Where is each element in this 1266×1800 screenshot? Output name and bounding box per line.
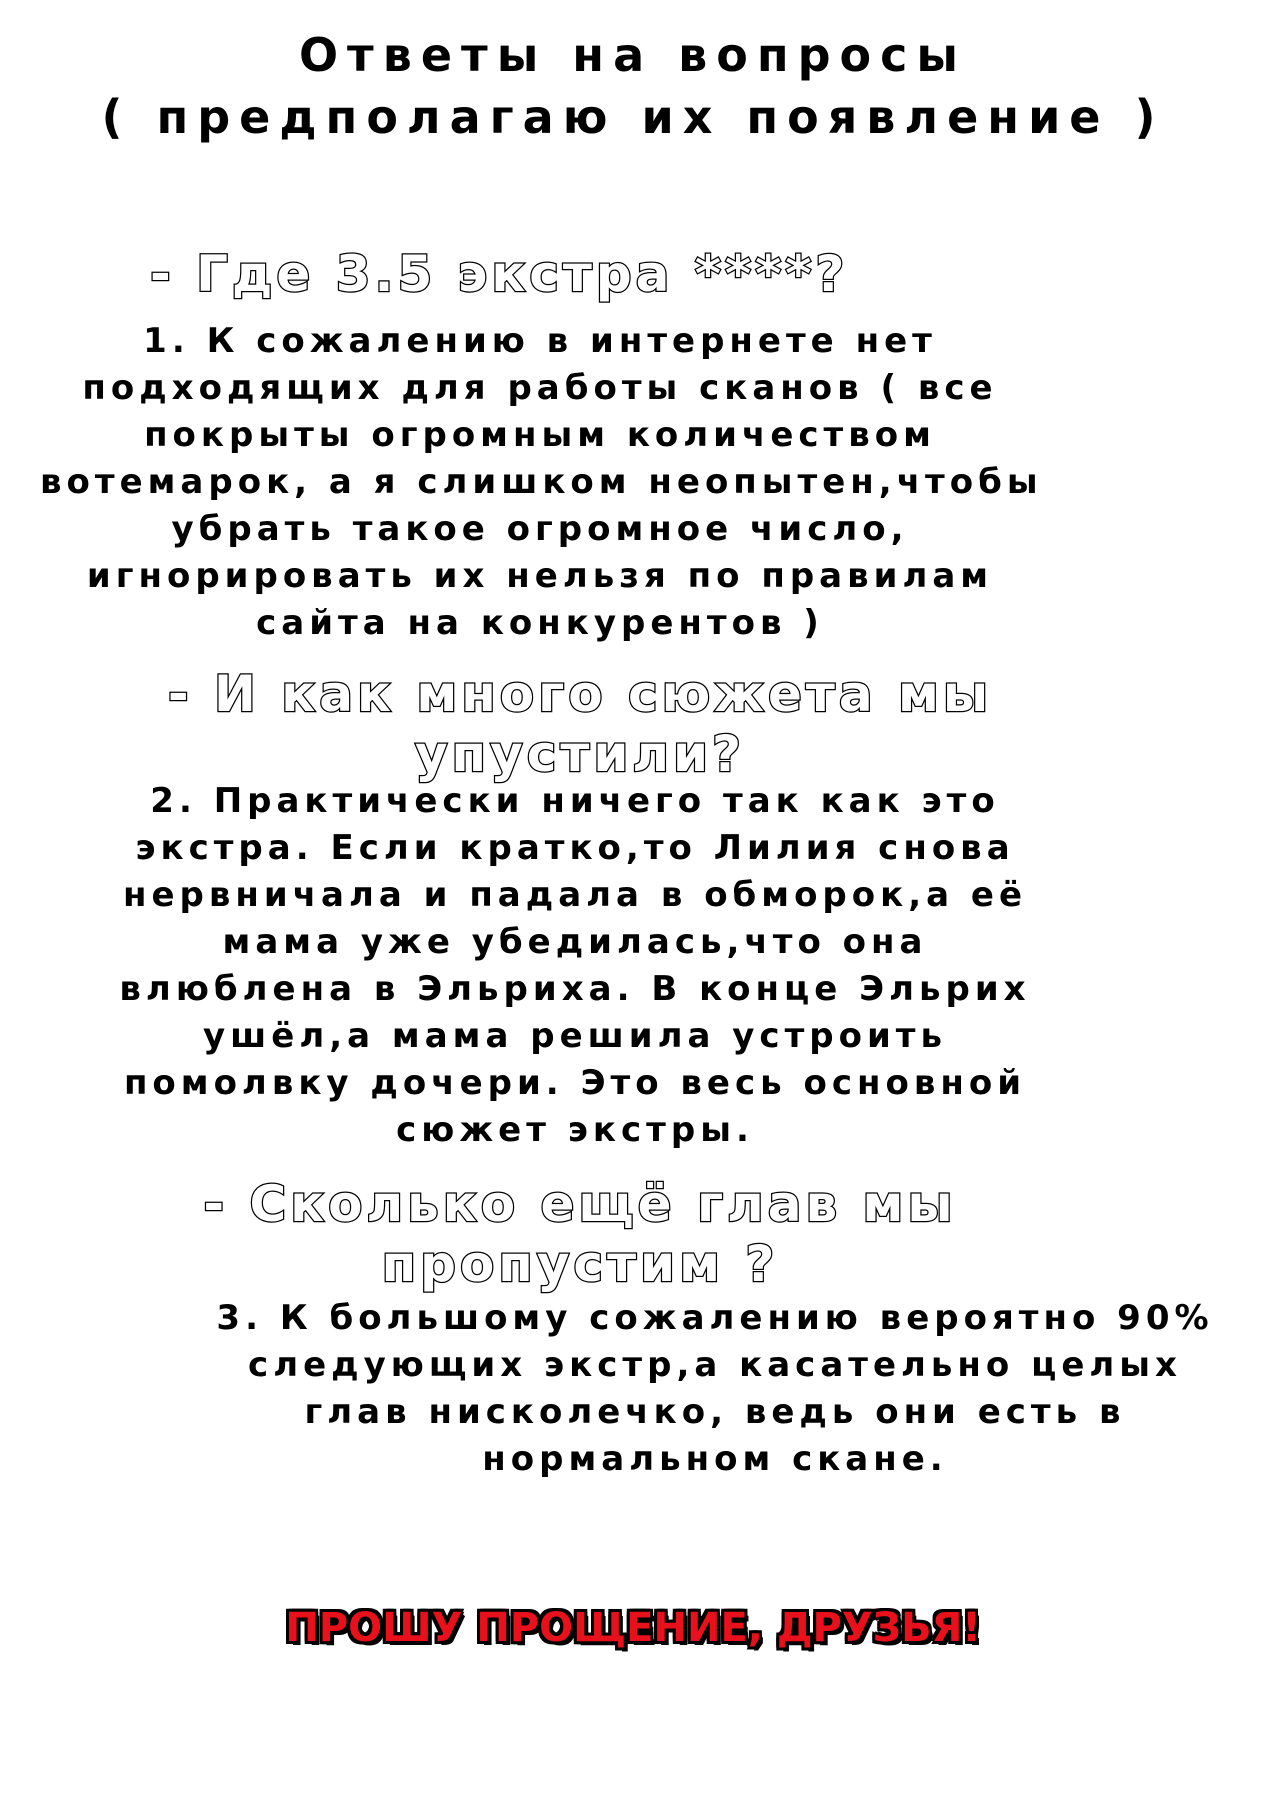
answer-3	[200, 1295, 1230, 1483]
question-1: - Где 3.5 экстра ****?	[150, 245, 849, 303]
answer-3-line: 3. К большому сожалению вероятно 90%	[216, 1298, 1214, 1338]
answer-2	[110, 778, 1040, 1154]
answer-2-line: мама уже убедилась,что она	[222, 922, 928, 962]
answer-2-line: нервничала и падала в обморок,а её	[122, 875, 1028, 915]
answer-2-line: экстра. Если кратко,то Лилия снова	[135, 828, 1015, 868]
page-title-line-2: ( предполагаю их появление )	[101, 90, 1165, 144]
question-3-line-1: - Сколько ещё глав мы	[203, 1175, 957, 1233]
page-title-line-1: Ответы на вопросы	[298, 28, 968, 82]
question-3-line-2: пропустим ?	[381, 1235, 779, 1293]
answer-1-line: 1. К сожалению в интернете нет	[143, 321, 937, 361]
answer-2-line: влюблена в Эльриха. В конце Эльрих	[119, 969, 1031, 1009]
answer-1-line: убрать такое огромное число,	[171, 509, 909, 549]
answer-1-line: вотемарок, а я слишком неопытен,чтобы	[40, 462, 1043, 502]
answer-3-line: нормальном скане.	[482, 1439, 948, 1479]
answer-2-line: 2. Практически ничего так как это	[150, 781, 1000, 821]
answer-2-line: сюжет экстры.	[396, 1110, 754, 1150]
answer-3-line: глав нисколечко, ведь они есть в	[304, 1392, 1126, 1432]
answer-1-line: покрыты огромным количеством	[144, 415, 936, 455]
answer-2-line: помолвку дочери. Это весь основной	[123, 1063, 1027, 1103]
question-2-line-2: упустили?	[414, 725, 746, 783]
answer-3-line: следующих экстр,а касательно целых	[248, 1345, 1182, 1385]
question-2-line-1: - И как много сюжета мы	[167, 665, 993, 723]
answer-1-line: подходящих для работы сканов ( все	[82, 368, 998, 408]
answer-1-line: игнорировать их нельзя по правилам	[86, 556, 994, 596]
answer-1-line: сайта на конкурентов )	[256, 603, 824, 643]
apology-banner: ПРОШУ ПРОЩЕНИЕ, ДРУЗЬЯ!	[285, 1605, 981, 1651]
answer-1	[40, 318, 1043, 647]
answer-2-line: ушёл,а мама решила устроить	[203, 1016, 947, 1056]
